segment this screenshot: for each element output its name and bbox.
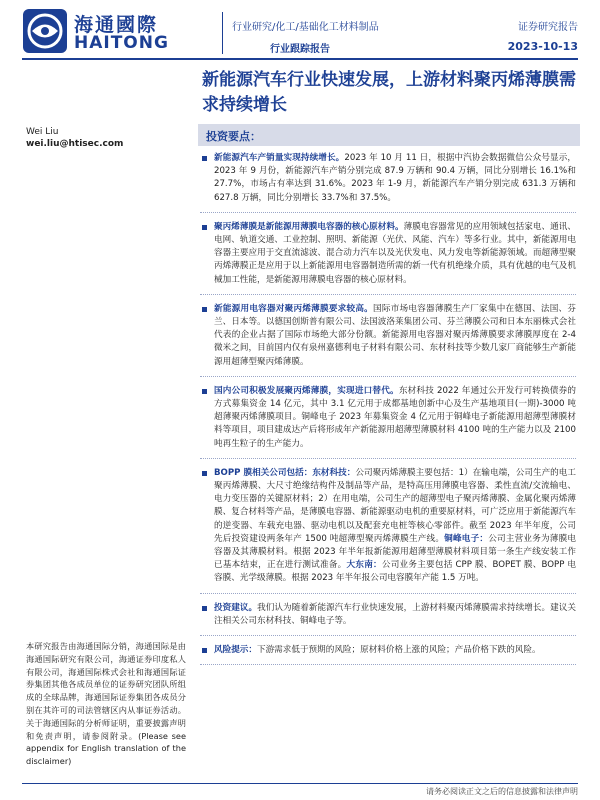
- haitong-logo-icon: [22, 8, 68, 54]
- bullet-lead: 投资建议。: [214, 602, 258, 613]
- disclaimer-text: 本研究报告由海通国际分销，海通国际是由海通国际研究有限公司，海通证券印度私人有限公司，海通国际株式会社和海通国际证券集团其他各成员单位的证券研究团队所组成的全球品牌，海通国际证券集团各成员分别在其许可的司法管辖区内从事证券活动。关于海通国际的分析师证明，重要披露声明和免责声明，请参阅附录。(Please see appendix for English translation of the disclaimer): [26, 641, 186, 767]
- haitong-logo: [22, 8, 182, 54]
- bullet-text: 2023 年 10 月 11 日，根据中汽协会数据微信公众号显示，2023 年 9 月份，新能源汽车产销分别完成 87.9 万辆和 90.4 万辆，同比分别增长 16.1%和 27.7%，市场占有率达到 31.6%。2023 年 1-9 月，新能源汽车产销分别完成 631.3 万辆和 627.8 万辆，同比分别增长 33.7%和 37.5%。: [214, 153, 576, 203]
- bullet-text: 国际市场电容器薄膜生产厂家集中在德国、法国、芬兰、日本等。以德国创斯普有限公司、法国波洛莱集团公司、芬兰薄膜公司和日本东丽株式会社代表的企业占据了国际市场绝大部分份额。新能源用电容器对聚丙烯薄膜要求薄膜厚度在 2-4 微米之间，目前国内仅有泉州嘉德利电子材料有限公司、东材科技等少数几家厂商能够生产新能源用超薄型聚丙烯薄膜。: [214, 303, 576, 367]
- report-type: 行业跟踪报告: [270, 44, 330, 55]
- section-heading-label: 投资要点：: [206, 130, 261, 143]
- footer-note: 请务必阅读正文之后的信息披露和法律声明: [426, 787, 578, 796]
- author-email[interactable]: wei.liu@htisec.com: [26, 139, 124, 149]
- bullet-lead: 新能源用电容器对聚丙烯薄膜要求较高。: [214, 303, 374, 314]
- bullet-investment-advice: [200, 602, 576, 636]
- author-block: [26, 126, 123, 150]
- company-dongcai-text: 公司聚丙烯薄膜主要包括：1）在输电端，公司生产的电工聚丙烯薄膜、大尺寸绝缘结构件及制品等产品，是特高压用薄膜电容器、柔性直流/交流输电、电力变压器的关键原材料；2）在用电端，公司生产的超薄型电子聚丙烯薄膜、金属化聚丙烯薄膜、复合材料等产品，是薄膜电容器、新能源驱动电机的重要原材料，可广泛应用于新能源汽车的逆变器、车载充电器、驱动电机以及配套充电桩等核心零部件。截至 2023 年半年度，公司先后投资建设两条年产 1500 吨超薄型聚丙烯薄膜生产线。: [214, 467, 576, 544]
- bullet-text: 我们认为随着新能源汽车行业快速发展，上游材料聚丙烯薄膜需求持续增长。建议关注相关公司东材科技、铜峰电子等。: [214, 602, 576, 626]
- header-rule: [22, 58, 578, 60]
- author-name: Wei Liu: [26, 127, 59, 137]
- bullet-lead: BOPP 膜相关公司包括：: [214, 467, 313, 478]
- bullet-square-icon: [202, 225, 207, 230]
- report-kind: 证券研究报告: [518, 22, 578, 33]
- bullet-square-icon: [202, 156, 207, 161]
- bullet-import-substitution: [200, 385, 576, 459]
- logo-text-en: HAITONG: [74, 33, 169, 53]
- company-tongfeng: 铜峰电子：: [444, 533, 489, 544]
- report-date: 2023-10-13: [507, 40, 578, 53]
- report-category: 行业研究/化工/基础化工材料制品: [232, 22, 379, 33]
- bullet-lead: 风险提示：: [214, 645, 257, 656]
- company-dadongnan-text: 公司业务主要包括 CPP 膜、BOPET 膜、BOPP 电容膜、光学级薄膜。根据 2023 年半年报公司电容膜年产能 1.5 万吨。: [214, 560, 576, 584]
- bullet-square-icon: [202, 307, 207, 312]
- logo-text-cn: 海通國際: [74, 14, 159, 36]
- bullet-lead: 聚丙烯薄膜是新能源用薄膜电容器的核心原材料。: [214, 221, 404, 232]
- bullet-sales-growth: [200, 152, 576, 213]
- bullet-text: 东材科技 2022 年通过公开发行可转换债券的方式募集资金 14 亿元，其中 3.1 亿元用于成都基地创新中心及生产基地项目(一期)-3000 吨超薄聚丙烯薄膜项目。铜峰电子 2023 年募集资金 4 亿元用于铜峰电子新能源用超薄型薄膜材料等项目，项目建成达产后将形成年产新能源用超薄型薄膜材料 4100 吨的生产能力以及 2100 吨再生粒子的生产能力。: [214, 385, 576, 449]
- report-title: 新能源汽车行业快速发展，上游材料聚丙烯薄膜需求持续增长: [202, 70, 576, 115]
- report-header: [0, 0, 600, 62]
- bullet-lead: 国内公司积极发展聚丙烯薄膜，实现进口替代。: [214, 385, 399, 396]
- bullet-core-material: [200, 221, 576, 295]
- section-heading: [198, 124, 580, 146]
- footer-rule: [22, 783, 578, 784]
- company-tongfeng-text: 公司主营业务为薄膜电容器及其薄膜材料。根据 2023 年半年报新能源用超薄型薄膜材料项目第一条生产线安装工作已基本结束，正在进行测试准备。: [214, 533, 576, 571]
- bullet-square-icon: [202, 648, 207, 653]
- bullet-bopp-companies: [200, 467, 576, 594]
- header-divider: [222, 12, 223, 54]
- key-points: [200, 152, 576, 673]
- bullet-square-icon: [202, 606, 207, 611]
- bullet-text: 薄膜电容器常见的应用领域包括家电、通讯、电网、轨道交通、工业控制、照明、新能源（光伏、风能、汽车）等多行业。其中，新能源用电容器主要应用于交直流滤波、混合动力汽车以及光伏发电、风力发电等新能源领域。而超薄型聚丙烯薄膜正是应用于以上新能源用电容器制造所需的新一代有机绝缘介质，具有优越的电气及机械加工性能，是新能源用薄膜电容器的核心原材料。: [214, 221, 576, 285]
- bullet-requirements: [200, 303, 576, 377]
- bullet-square-icon: [202, 389, 207, 394]
- bullet-text: 下游需求低于预期的风险；原材料价格上涨的风险；产品价格下跌的风险。: [256, 645, 541, 656]
- company-dadongnan: 大东南：: [346, 560, 382, 571]
- bullet-lead: 新能源汽车产销量实现持续增长。: [214, 153, 345, 163]
- company-dongcai: 东材科技：: [312, 467, 356, 478]
- bullet-risk: [200, 644, 576, 665]
- bullet-square-icon: [202, 471, 207, 476]
